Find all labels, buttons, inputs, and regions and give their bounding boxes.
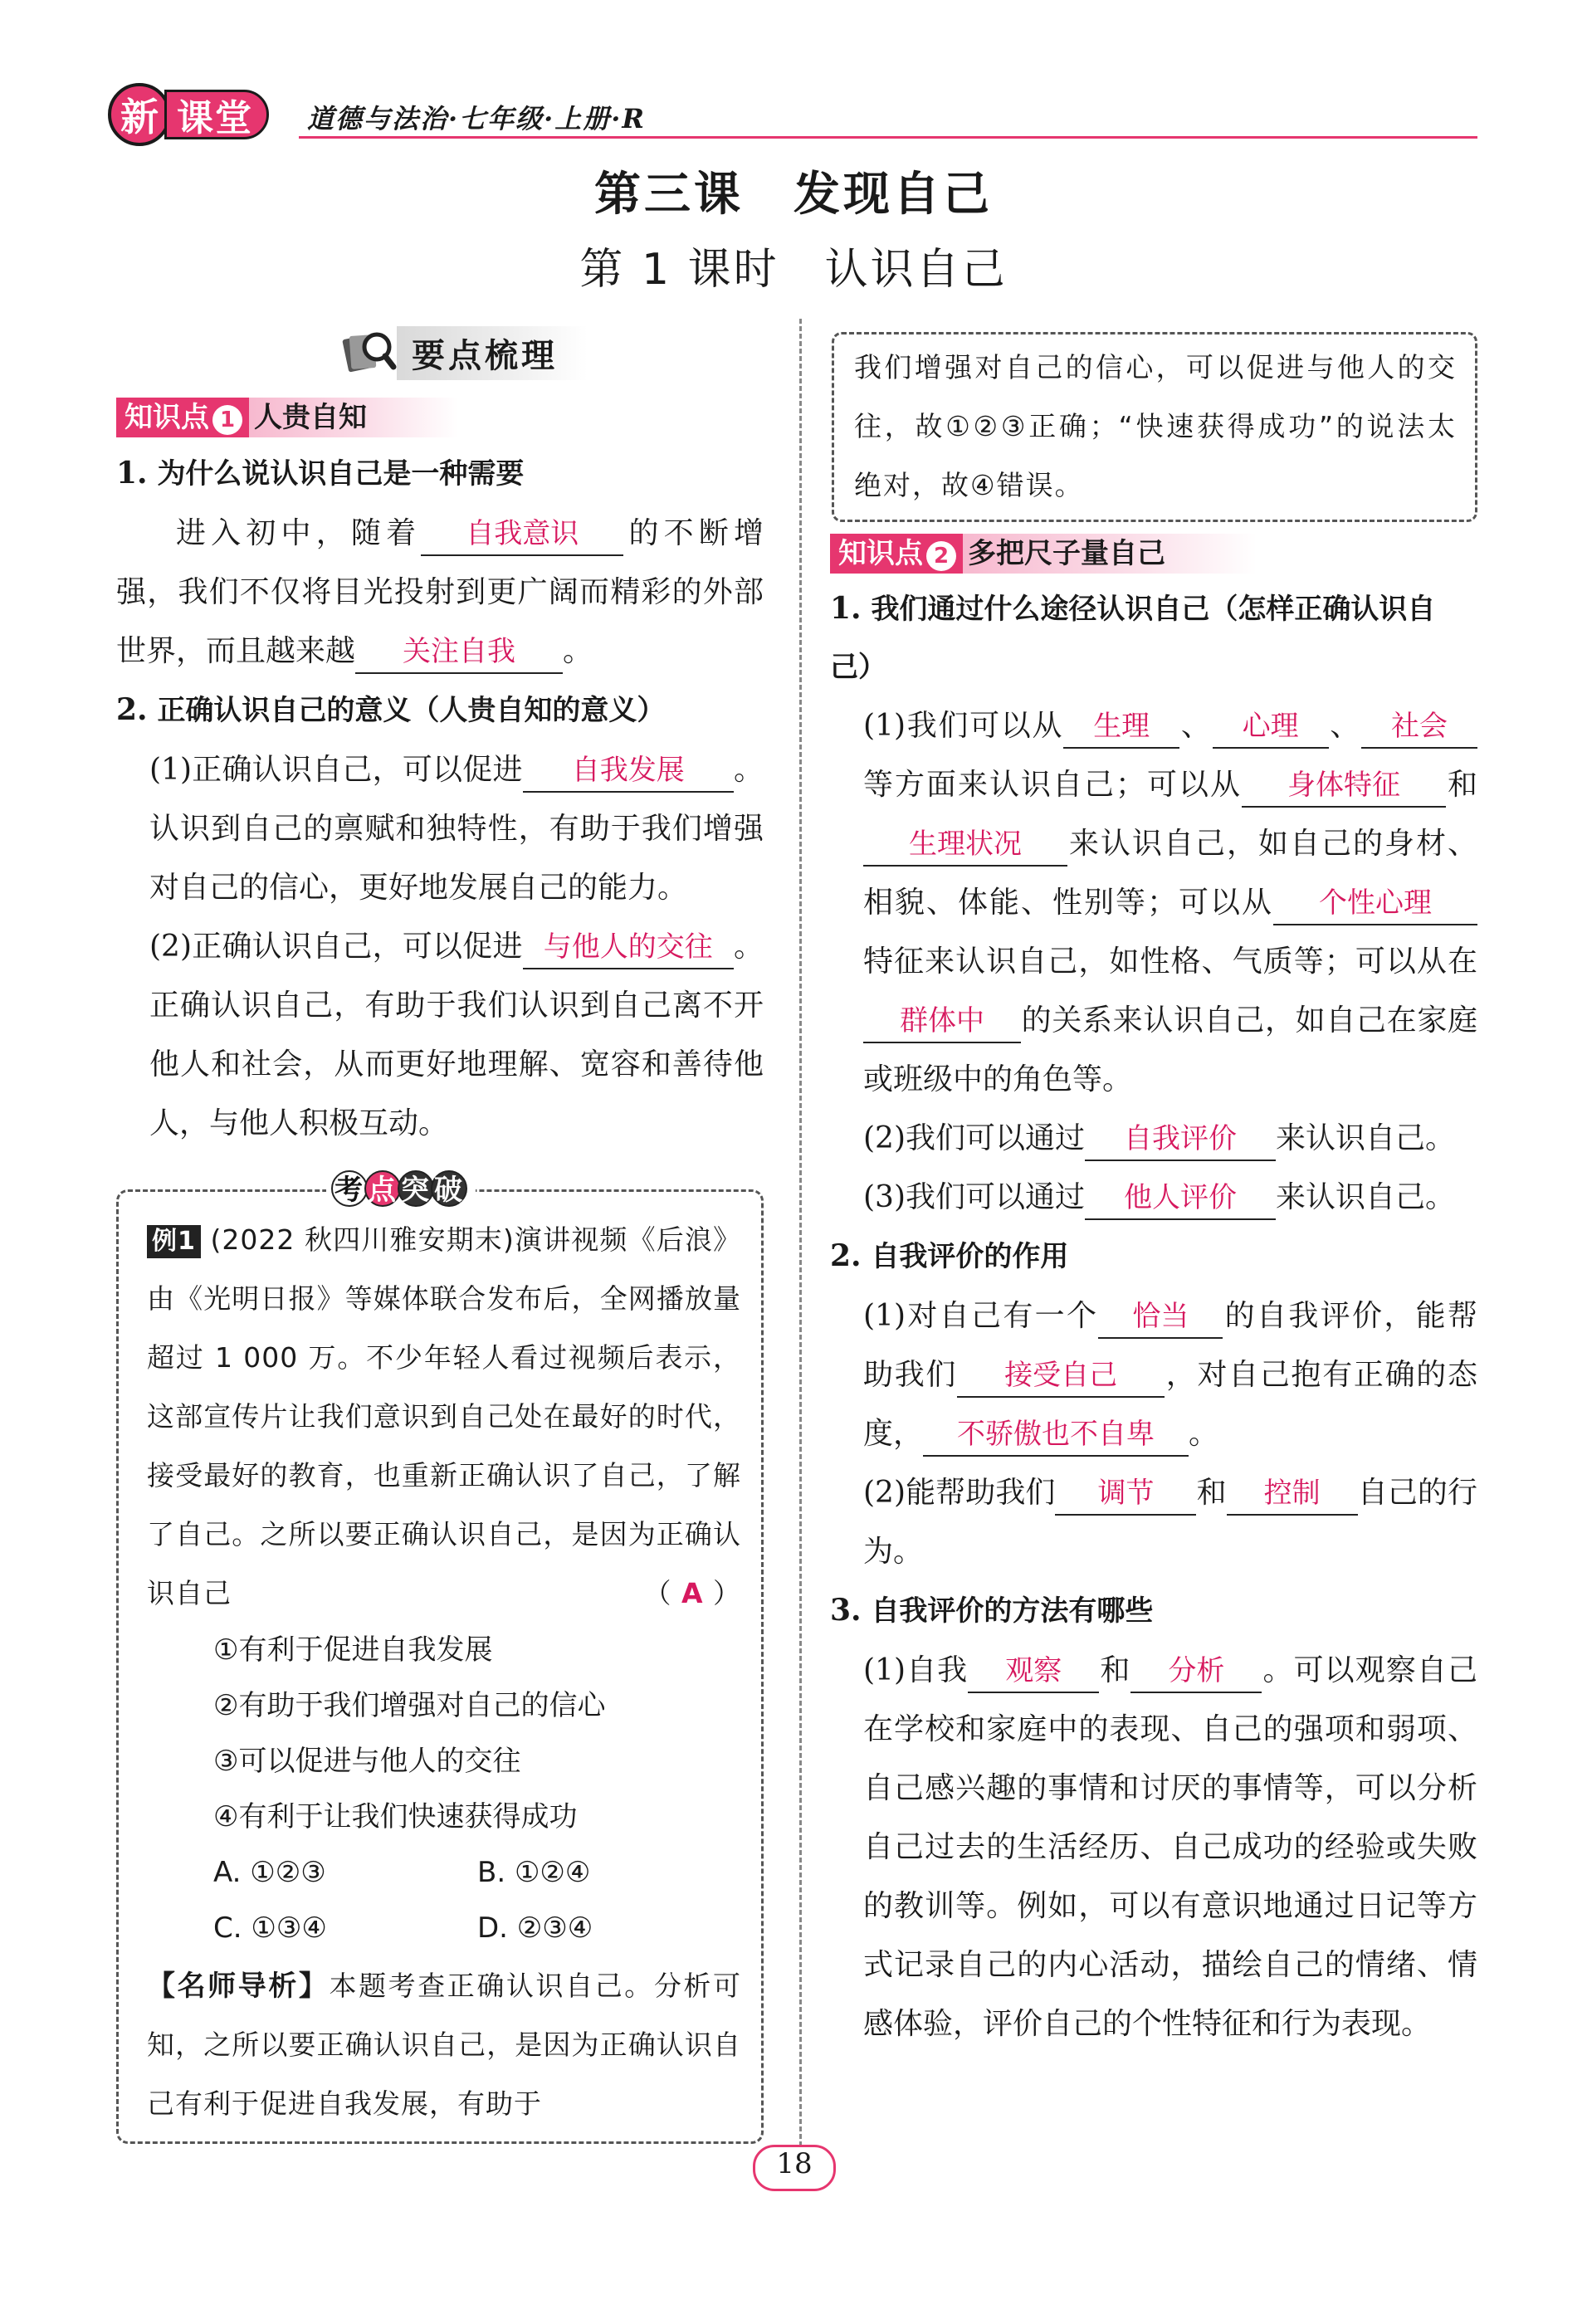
r-question-1-para-1: (1)我们可以从 生理 、 心理 、 社会等方面来认识自己；可以从 身体特征 和生理状况 来认识自己，如自己的身材、相貌、体能、性别等；可以从 个性心理特征来认识自己，如性格、气质等；可以从在群体中 的关系来认识自己，如自己在家庭或班级中的角色等。 <box>830 696 1477 1109</box>
r-question-1-para-2: (2)我们可以通过 自我评价 来认识自己。 <box>830 1109 1477 1168</box>
left-column <box>116 320 764 2144</box>
answer-blank: 他人评价 <box>1085 1177 1276 1220</box>
option-item: ②有助于我们增强对自己的信心 <box>213 1689 606 1722</box>
kp-tag: 知识点 1 <box>116 398 249 437</box>
answer-blank: 自我发展 <box>523 749 734 793</box>
example-tag: 例1 <box>147 1225 201 1258</box>
option-item: ①有利于促进自我发展 <box>213 1633 493 1667</box>
r-question-3-para-1: (1)自我 观察 和 分析 。可以观察自己在学校和家庭中的表现、自己的强项和弱项、自己感兴趣的事情和讨厌的事情等，可以分析自己过去的生活经历、自己成功的经验或失败的教训等。例如，可以有意识地通过日记等方式记录自己的内心活动，描绘自己的情绪、情感体验，评价自己的个性特征和行为表现。 <box>830 1641 1477 2053</box>
choices-row-1 <box>147 1845 741 1901</box>
kp-name: 多把尺子量自己 <box>963 534 1257 574</box>
logo-text: 课堂 <box>164 90 269 139</box>
section-title: 第 1 课时 认识自己 <box>579 245 1008 295</box>
r-question-1-heading: 1. 我们通过什么途径认识自己（怎样正确认识自己） <box>830 591 1436 684</box>
answer-blank: 不骄傲也不自卑 <box>923 1413 1189 1457</box>
page-header <box>108 81 1477 148</box>
logo <box>108 81 269 148</box>
answer-blank: 群体中 <box>863 1000 1021 1043</box>
answer-blank: 自我意识 <box>421 513 623 556</box>
answer-blank: 个性心理 <box>1273 882 1477 925</box>
answer-blank: 身体特征 <box>1242 764 1446 808</box>
r-question-3-heading: 3. 自我评价的方法有哪些 <box>830 1593 1154 1628</box>
kp-number: 1 <box>212 405 242 435</box>
kp-name: 人贵自知 <box>249 398 458 437</box>
choice-a: A. ①②③ <box>213 1856 326 1889</box>
answer-blank: 与他人的交往 <box>523 926 734 969</box>
column-divider <box>799 319 802 2161</box>
choice-c: C. ①③④ <box>213 1911 327 1945</box>
question-1-heading: 1. 为什么说认识自己是一种需要 <box>116 456 525 491</box>
answer-blank: 关注自我 <box>355 631 563 674</box>
r-question-2-heading: 2. 自我评价的作用 <box>830 1238 1069 1273</box>
header-rule <box>299 136 1477 139</box>
question-2-para-2: (2)正确认识自己，可以促进 与他人的交往 。正确认识自己，有助于我们认识到自己离不开他人和社会，从而更好地理解、宽容和善待他人，与他人积极互动。 <box>116 917 764 1153</box>
r-question-1-para-3: (3)我们可以通过 他人评价 来认识自己。 <box>830 1168 1477 1227</box>
answer-blank: 接受自己 <box>957 1355 1165 1398</box>
question-2-heading: 2. 正确认识自己的意义（人贵自知的意义） <box>116 692 666 727</box>
question-2-para-1: (1)正确认识自己，可以促进 自我发展 。认识到自己的禀赋和独特性，有助于我们增强对自己的信心，更好地发展自己的能力。 <box>116 740 764 917</box>
r-question-2-para-2: (2)能帮助我们 调节 和 控制 自己的行为。 <box>830 1463 1477 1581</box>
answer-blank: 心理 <box>1213 706 1329 749</box>
example-analysis: 【名师导析】本题考查正确认识自己。分析可知，之所以要正确认识自己，是因为正确认识自己有利于促进自我发展，有助于 <box>147 1970 742 2120</box>
example-answer: A <box>681 1577 704 1609</box>
answer-blank: 生理 <box>1063 706 1179 749</box>
answer-blank: 控制 <box>1227 1472 1358 1516</box>
answer-blank: 分析 <box>1130 1650 1262 1693</box>
lesson-title: 第三课 发现自己 <box>594 168 993 222</box>
answer-blank: 观察 <box>968 1650 1099 1693</box>
example-stem: 例1 (2022 秋四川雅安期末)演讲视频《后浪》由《光明日报》等媒体联合发布后，全网播放量超过 1 000 万。不少年轻人看过视频后表示，这部宣传片让我们意识到自己处在最好的时代，接受最好的教育，也重新正确认识了自己，了解了自己。之所以要正确认识自己，是因为正确认识自己 （ A ） <box>147 1223 741 1609</box>
key-points-heading <box>166 320 764 386</box>
book-subject: 道德与法治·七年级·上册·R <box>307 103 647 134</box>
exam-breakthrough-label: 考 点 突 破 <box>326 1170 476 1207</box>
question-1-body: 进入初中，随着 自我意识 的不断增强，我们不仅将目光投射到更广阔而精彩的外部世界，而且越来越 关注自我 。 <box>116 504 764 681</box>
option-item: ③可以促进与他人的交往 <box>213 1745 521 1778</box>
answer-blank: 自我评价 <box>1085 1118 1276 1161</box>
analysis-continued: 我们增强对自己的信心，可以促进与他人的交往，故①②③正确；“快速获得成功”的说法太绝对，故④错误。 <box>854 351 1457 501</box>
logo-mark: 新 <box>108 83 171 146</box>
answer-blank: 调节 <box>1055 1472 1196 1516</box>
answer-blank: 生理状况 <box>863 823 1067 867</box>
choices-row-2 <box>147 1901 741 1956</box>
knowledge-point-2 <box>830 534 1257 574</box>
analysis-continued-box <box>832 332 1477 522</box>
right-column <box>830 332 1477 2053</box>
kp-number: 2 <box>926 541 956 571</box>
page-number: 18 <box>753 2145 836 2191</box>
answer-blank: 恰当 <box>1098 1296 1223 1339</box>
option-item: ④有利于让我们快速获得成功 <box>213 1800 578 1833</box>
choice-d: D. ②③④ <box>477 1911 593 1945</box>
magnifier-book-icon <box>342 325 397 380</box>
knowledge-point-1 <box>116 398 458 437</box>
key-points-title: 要点梳理 <box>397 326 588 380</box>
kp-tag: 知识点 2 <box>830 534 963 574</box>
answer-blank: 社会 <box>1361 706 1477 749</box>
example-box <box>116 1174 764 2144</box>
choice-b: B. ①②④ <box>477 1856 591 1889</box>
r-question-2-para-1: (1)对自己有一个 恰当 的自我评价，能帮助我们 接受自己 ，对自己抱有正确的态度， 不骄傲也不自卑 。 <box>830 1286 1477 1463</box>
